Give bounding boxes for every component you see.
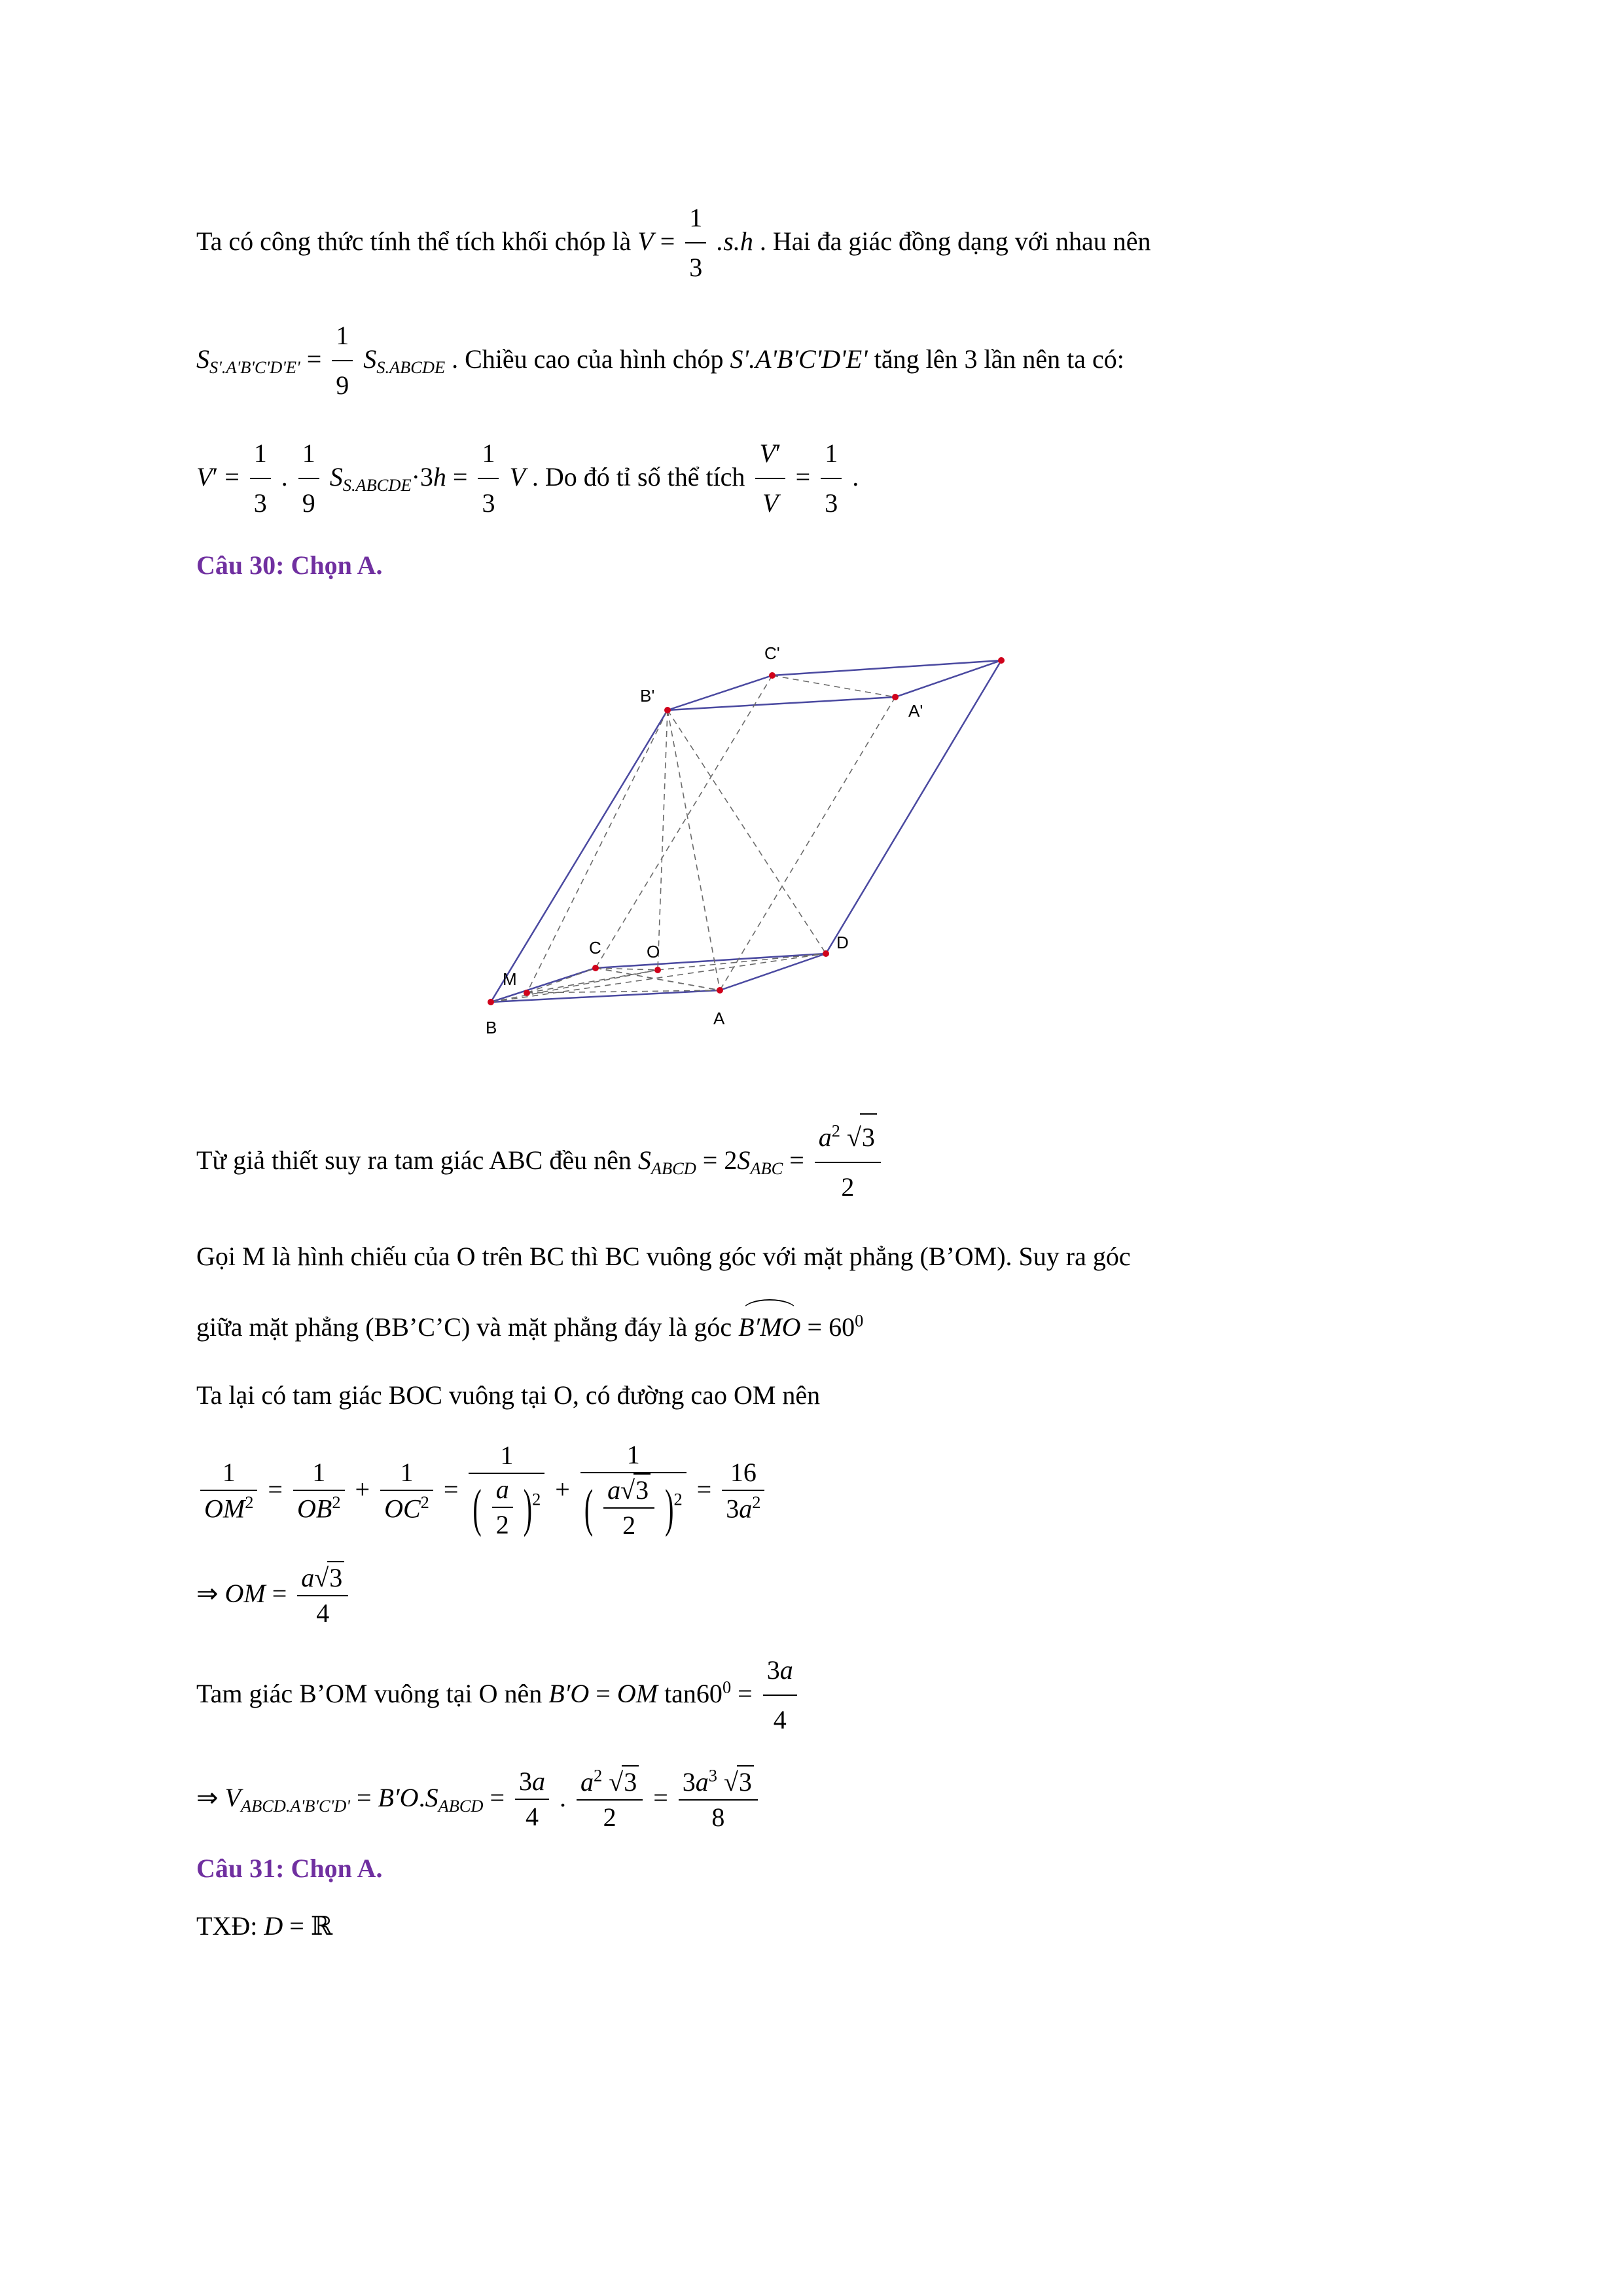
paragraph-triangle-boc <box>196 1372 1427 1418</box>
paragraph-projection <box>196 1234 1427 1280</box>
formula-new-volume: V′ = $\frac{1}{3}$ . $\frac{1}{9}$ $S_{S.ABCDE}\cdot 3h$ = $\frac{1}{3}$ V <box>196 462 532 492</box>
formula-om-result: ⇒ OM = $\frac{a√3}{4}$ <box>196 1562 1427 1630</box>
label-M: M <box>503 969 517 989</box>
paragraph7-text: Tam giác B’OM vuông tại O nên <box>196 1679 543 1709</box>
paragraph-volume-ratio <box>196 432 1427 528</box>
paragraph1-lead: Ta có công thức tính thể tích khối chóp là <box>196 226 632 257</box>
figure-parallelepiped <box>196 600 1427 1098</box>
label-O: O <box>647 942 660 961</box>
txd-formula: D = ℝ <box>264 1911 333 1941</box>
heading-cau-31: Câu 31: Chọn A. <box>196 1854 383 1883</box>
formula-om-reciprocal: $\frac{1}{OM^2}$ = $\frac{1}{OB^2}$ + $\frac{1}{OC^2}$ = 1 ( $\frac{a}{2}$ )$^2$ + 1 ( $\frac{a√3}{2}$ )$^2$ = $\frac{16}{3a^2}$ <box>196 1441 1427 1544</box>
formula-angle: $B'MO = 60^0$ <box>738 1312 863 1342</box>
formula-ratio-result: $\frac{V'}{V}$ = $\frac{1}{3}$ <box>751 462 852 492</box>
label-C-prime: C' <box>764 643 780 663</box>
heading-cau-30: Câu 30: Chọn A. <box>196 550 383 580</box>
paragraph3-mid: . Do đó tỉ số thể tích <box>531 462 745 492</box>
paragraph-angle <box>196 1302 1427 1350</box>
label-B: B <box>486 1018 497 1037</box>
paragraph4-text: Từ giả thiết suy ra tam giác ABC đều nên <box>196 1145 632 1175</box>
txd-label: TXĐ: <box>196 1911 258 1941</box>
paragraph-triangle-bom <box>196 1649 1427 1744</box>
figure-svg <box>425 600 1198 1098</box>
formula-area-abcd: $S_{ABCD} = 2S_{ABC}$ = $\frac{a^2 √3}{2}$ <box>638 1145 885 1175</box>
paragraph-txd <box>196 1903 1427 1949</box>
label-A: A <box>713 1009 725 1028</box>
vertex-dots <box>488 657 1005 1005</box>
formula-area-ratio: $S_{S'.A'B'C'D'E'}$ = $\frac{1}{9}$ $S_{S.ABCDE}$ <box>196 344 452 374</box>
paragraph-area-abcd <box>196 1115 1427 1211</box>
paragraph3-period: . <box>852 462 859 492</box>
paragraph2-mid: . Chiều cao của hình chóp <box>452 344 724 374</box>
paragraph2-tail: tăng lên 3 lần nên ta có: <box>874 344 1124 374</box>
paragraph1-mid: . Hai đa giác đồng dạng với nhau nên <box>759 226 1151 257</box>
paragraph6-text: Ta lại có tam giác BOC vuông tại O, có đường cao OM nên <box>196 1380 821 1410</box>
figure-labels <box>486 643 923 1037</box>
pyramid-name: S'.A'B'C'D'E' <box>730 344 868 374</box>
formula-volume-pyramid: V = $\frac{1}{3}$ .s.h <box>637 226 760 256</box>
formula-volume-prism: ⇒ $V_{ABCD.A'B'C'D'} = B'O.S_{ABCD}$ = $\frac{3a}{4}$ . $\frac{a^2 √3}{2}$ = $\frac{3a^3 √3}{8}$ <box>196 1767 1427 1835</box>
solid-edges <box>491 660 1001 1002</box>
paragraph5b-text: giữa mặt phẳng (BB’C’C) và mặt phẳng đáy là góc <box>196 1312 732 1342</box>
label-C: C <box>589 938 601 958</box>
paragraph-volume-formula <box>196 196 1427 292</box>
paragraph5-text: Gọi M là hình chiếu của O trên BC thì BC vuông góc với mặt phẳng (B’OM). Suy ra góc <box>196 1242 1131 1271</box>
label-B-prime: B' <box>640 686 655 706</box>
dashed-edges <box>491 675 895 1002</box>
paragraph-similar-areas <box>196 314 1427 410</box>
label-A-prime: A' <box>908 701 923 721</box>
label-D: D <box>836 933 849 952</box>
formula-bo: B′O = OM $\tan 60^0$ = $\frac{3a}{4}$ <box>548 1679 801 1708</box>
